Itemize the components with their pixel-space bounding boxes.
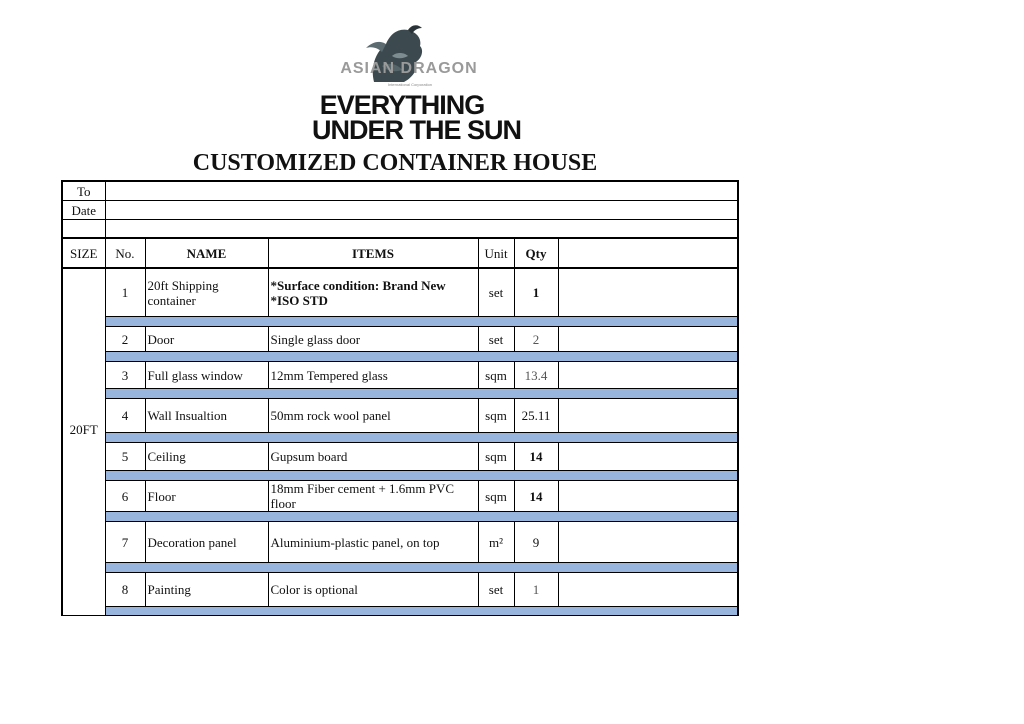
blank-row — [62, 220, 738, 239]
table-row — [62, 443, 738, 471]
table-row — [62, 327, 738, 352]
quotation-table — [61, 180, 739, 616]
row-items: Single glass door — [268, 327, 478, 352]
row-separator — [62, 433, 738, 443]
table-row — [62, 481, 738, 512]
row-items: Color is optional — [268, 573, 478, 607]
row-name: Floor — [145, 481, 268, 512]
row-separator — [62, 607, 738, 616]
row-qty: 2 — [514, 327, 558, 352]
row-items: 50mm rock wool panel — [268, 399, 478, 433]
row-unit: sqm — [478, 443, 514, 471]
company-logo — [300, 18, 522, 146]
row-name: 20ft Shipping container — [145, 268, 268, 317]
table-row — [62, 522, 738, 563]
row-qty: 1 — [514, 573, 558, 607]
row-items-line1: *Surface condition: Brand New — [270, 277, 446, 293]
row-qty: 14 — [514, 443, 558, 471]
row-no: 8 — [105, 573, 145, 607]
row-name: Painting — [145, 573, 268, 607]
row-separator — [62, 563, 738, 573]
row-items — [268, 268, 478, 317]
to-label: To — [62, 181, 105, 201]
row-qty: 1 — [514, 268, 558, 317]
to-row — [62, 181, 738, 201]
row-separator — [62, 317, 738, 327]
header-size: SIZE — [62, 238, 105, 268]
row-unit: sqm — [478, 481, 514, 512]
row-unit: set — [478, 327, 514, 352]
row-name: Wall Insualtion — [145, 399, 268, 433]
header-name: NAME — [145, 238, 268, 268]
row-qty: 9 — [514, 522, 558, 563]
row-unit: m² — [478, 522, 514, 563]
row-name: Full glass window — [145, 362, 268, 389]
row-items: Gupsum board — [268, 443, 478, 471]
row-name: Decoration panel — [145, 522, 268, 563]
row-separator — [62, 471, 738, 481]
row-items: 12mm Tempered glass — [268, 362, 478, 389]
brand-name: ASIAN DRAGON — [340, 60, 478, 77]
slogan-line-2: UNDER THE SUN — [312, 115, 522, 145]
header-items: ITEMS — [268, 238, 478, 268]
table-row — [62, 362, 738, 389]
row-no: 6 — [105, 481, 145, 512]
row-qty: 25.11 — [514, 399, 558, 433]
header-unit: Unit — [478, 238, 514, 268]
header-row — [62, 238, 738, 268]
row-items: Aluminium-plastic panel, on top — [268, 522, 478, 563]
header-no: No. — [105, 238, 145, 268]
date-value — [105, 201, 738, 220]
table-row — [62, 573, 738, 607]
size-cell: 20FT — [62, 268, 105, 616]
row-unit: set — [478, 573, 514, 607]
row-unit: sqm — [478, 399, 514, 433]
row-no: 7 — [105, 522, 145, 563]
row-name: Ceiling — [145, 443, 268, 471]
header-qty: Qty — [514, 238, 558, 268]
row-no: 5 — [105, 443, 145, 471]
row-no: 3 — [105, 362, 145, 389]
row-separator — [62, 352, 738, 362]
slogan-line-1: EVERYTHING — [319, 90, 485, 120]
row-separator — [62, 389, 738, 399]
row-unit: sqm — [478, 362, 514, 389]
row-separator — [62, 512, 738, 522]
brand-subtitle: International Corporation — [387, 82, 433, 87]
date-row — [62, 201, 738, 220]
row-no: 4 — [105, 399, 145, 433]
row-qty: 13.4 — [514, 362, 558, 389]
table-row — [62, 268, 738, 317]
row-qty: 14 — [514, 481, 558, 512]
row-no: 2 — [105, 327, 145, 352]
row-unit: set — [478, 268, 514, 317]
row-name: Door — [145, 327, 268, 352]
row-items: 18mm Fiber cement + 1.6mm PVC floor — [268, 481, 478, 512]
table-row — [62, 399, 738, 433]
to-value — [105, 181, 738, 201]
row-no: 1 — [105, 268, 145, 317]
date-label: Date — [62, 201, 105, 220]
row-items-line2: *ISO STD — [270, 292, 328, 308]
document-title: CUSTOMIZED CONTAINER HOUSE — [192, 150, 598, 176]
